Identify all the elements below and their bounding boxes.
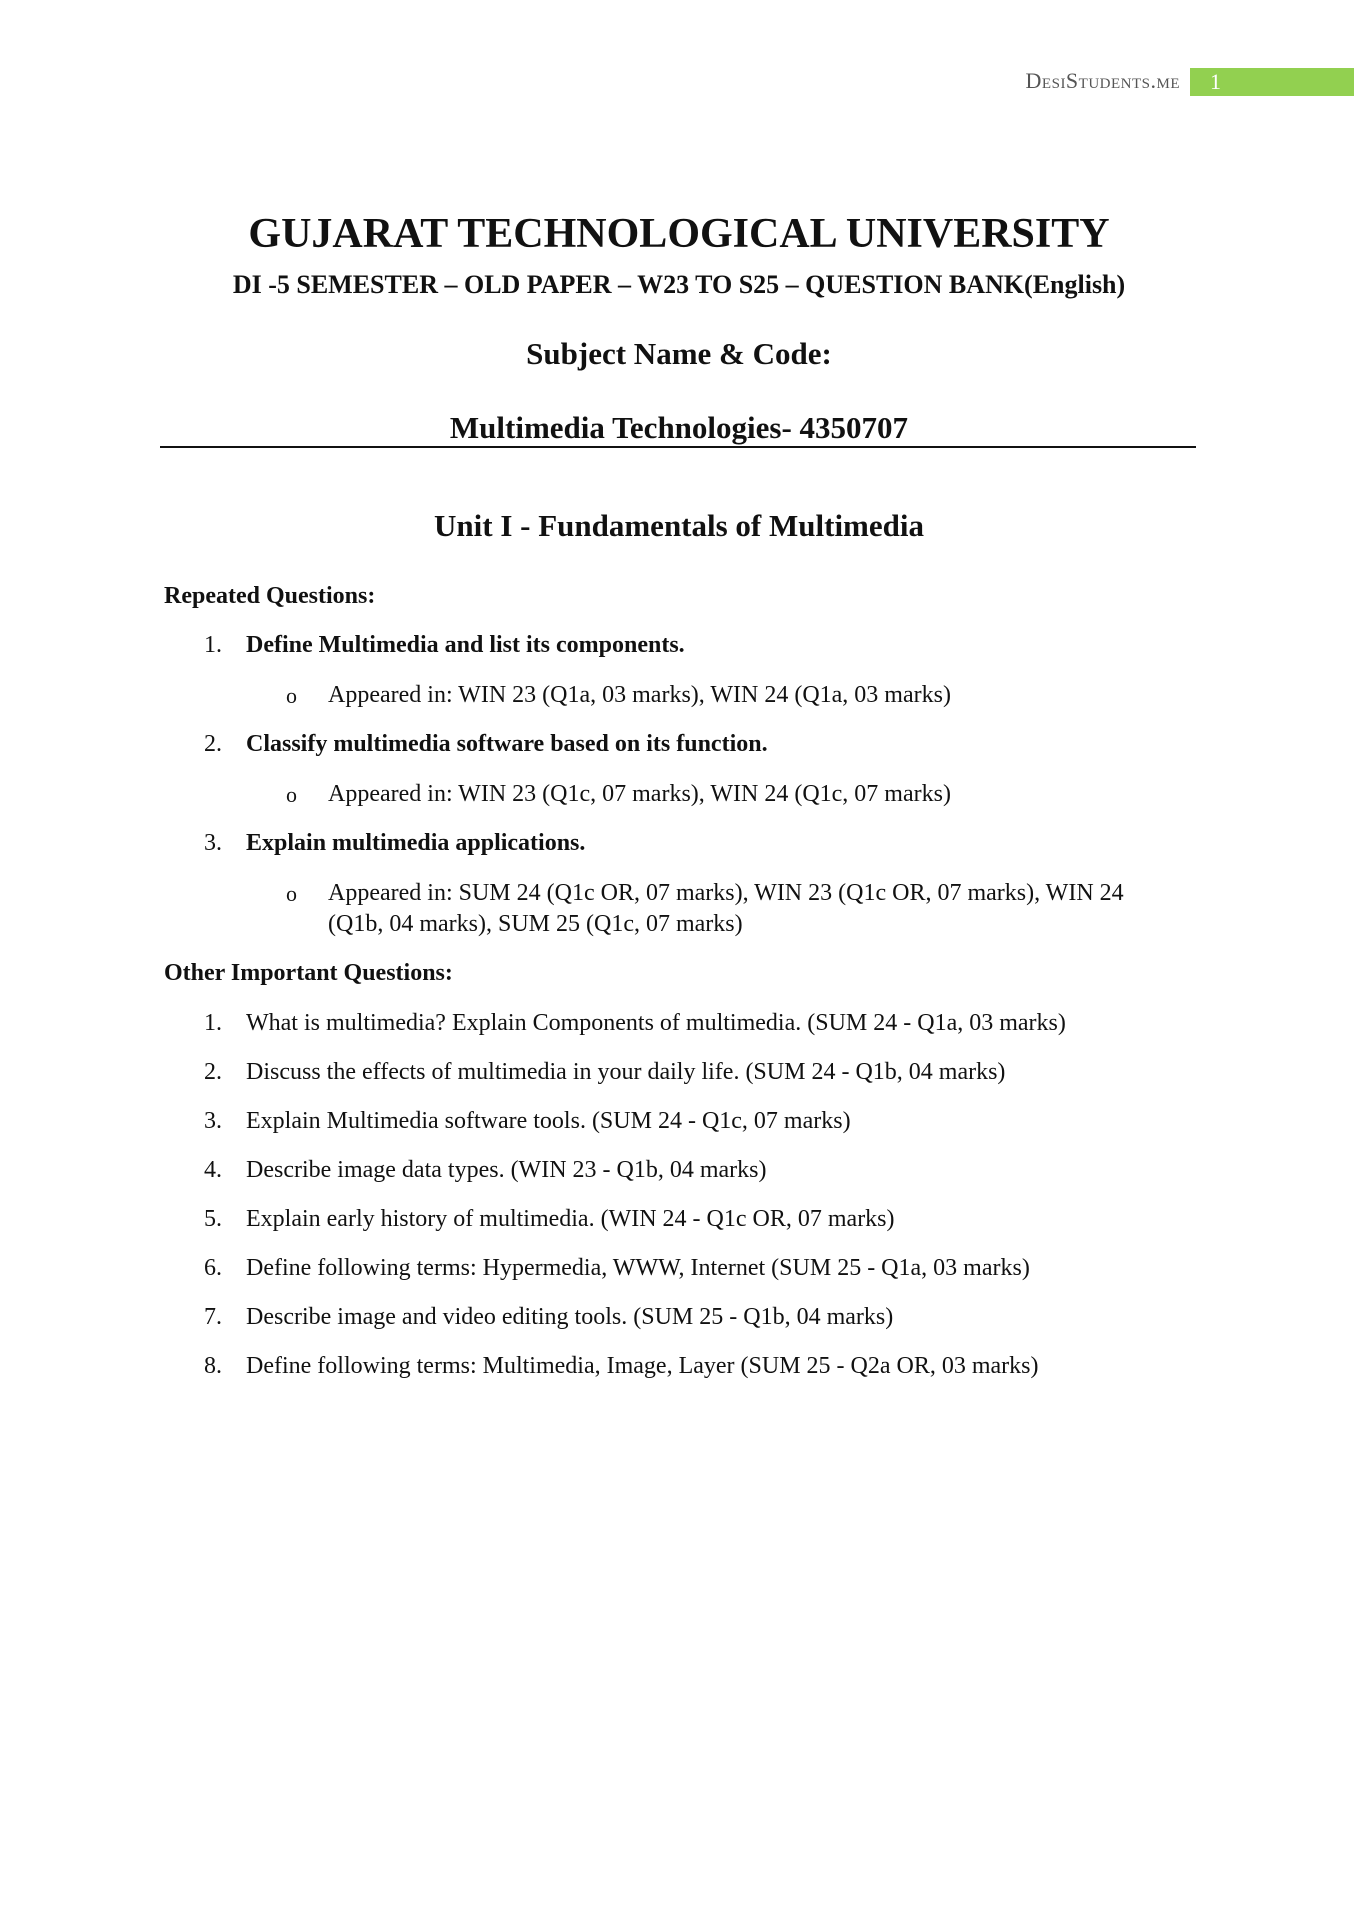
list-number: 3. — [204, 1108, 222, 1134]
header-site-name: DesiStudents.me — [1025, 68, 1180, 93]
list-number: 7. — [204, 1304, 222, 1330]
list-number: 2. — [204, 731, 222, 757]
list-number: 1. — [204, 1010, 222, 1036]
list-number: 8. — [204, 1353, 222, 1379]
list-number: 4. — [204, 1157, 222, 1183]
horizontal-rule — [160, 446, 1196, 448]
question-text: Explain early history of multimedia. (WIN 24 - Q1c OR, 07 marks) — [246, 1206, 895, 1232]
page-number-badge: 1 — [1190, 68, 1354, 96]
question-text: Explain multimedia applications. — [246, 830, 586, 856]
repeated-questions-heading: Repeated Questions: — [164, 583, 376, 609]
bullet-icon: o — [286, 782, 297, 807]
appeared-in-text: Appeared in: SUM 24 (Q1c OR, 07 marks), WIN 23 (Q1c OR, 07 marks), WIN 24 (Q1b, 04 marks), SUM 25 (Q1c, 07 marks) — [328, 880, 1124, 937]
question-text: What is multimedia? Explain Components of multimedia. (SUM 24 - Q1a, 03 marks) — [246, 1010, 1066, 1036]
list-number: 5. — [204, 1206, 222, 1232]
question-text: Define following terms: Multimedia, Image, Layer (SUM 25 - Q2a OR, 03 marks) — [246, 1353, 1039, 1379]
appeared-in-text: Appeared in: WIN 23 (Q1a, 03 marks), WIN 24 (Q1a, 03 marks) — [328, 682, 951, 708]
page-title: GUJARAT TECHNOLOGICAL UNIVERSITY — [248, 211, 1110, 257]
list-number: 2. — [204, 1059, 222, 1085]
question-text: Explain Multimedia software tools. (SUM 24 - Q1c, 07 marks) — [246, 1108, 851, 1134]
bullet-icon: o — [286, 683, 297, 708]
list-number: 3. — [204, 830, 222, 856]
list-number: 1. — [204, 632, 222, 658]
page-subtitle: DI -5 SEMESTER – OLD PAPER – W23 TO S25 – QUESTION BANK(English) — [232, 270, 1126, 299]
question-text: Define Multimedia and list its components. — [246, 632, 685, 658]
question-text: Discuss the effects of multimedia in your daily life. (SUM 24 - Q1b, 04 marks) — [246, 1059, 1006, 1085]
question-text: Define following terms: Hypermedia, WWW, Internet (SUM 25 - Q1a, 03 marks) — [246, 1255, 1030, 1281]
question-text: Describe image and video editing tools. (SUM 25 - Q1b, 04 marks) — [246, 1304, 894, 1330]
unit-title: Unit I - Fundamentals of Multimedia — [434, 508, 924, 543]
bullet-icon: o — [286, 881, 297, 906]
subject-name: Multimedia Technologies- 4350707 — [449, 410, 909, 445]
list-number: 6. — [204, 1255, 222, 1281]
question-text: Describe image data types. (WIN 23 - Q1b, 04 marks) — [246, 1157, 767, 1183]
question-text: Classify multimedia software based on its function. — [246, 731, 768, 757]
other-questions-heading: Other Important Questions: — [164, 960, 453, 986]
subject-label: Subject Name & Code: — [526, 336, 832, 371]
appeared-in-text: Appeared in: WIN 23 (Q1c, 07 marks), WIN 24 (Q1c, 07 marks) — [328, 781, 951, 807]
